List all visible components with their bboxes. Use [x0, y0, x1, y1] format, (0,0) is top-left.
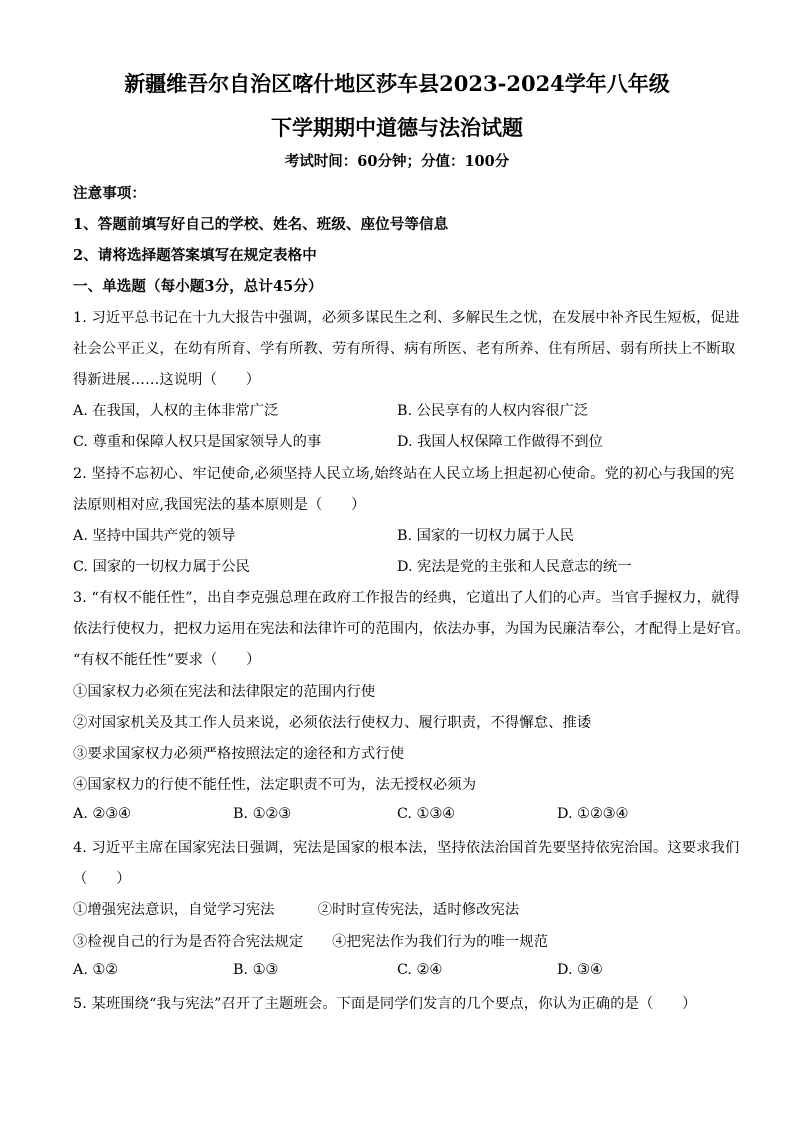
- option-c: C. 国家的一切权力属于公民: [73, 559, 250, 575]
- notes-item: 1、答题前填写好自己的学校、姓名、班级、座位号等信息: [73, 216, 449, 233]
- option-c: C. ②④: [397, 962, 443, 978]
- option-a: A. ①②: [73, 962, 119, 978]
- option-a: A. 坚持中国共产党的领导: [73, 528, 236, 544]
- option-a: A. 在我国，人权的主体非常广泛: [73, 403, 279, 419]
- question-stem: （ ）: [73, 871, 131, 887]
- question-stem: 社会公平正义，在幼有所育、学有所教、劳有所得、病有所医、老有所养、住有所居、弱有所扶上不断取: [73, 341, 736, 357]
- notes-item: 2、请将选择题答案填写在规定表格中: [73, 247, 317, 264]
- section-title: 一、单选题（每小题3分，总计45分）: [73, 278, 323, 295]
- question-stem: 2. 坚持不忘初心、牢记使命,必须坚持人民立场,始终站在人民立场上担起初心使命。党的初心与我国的宪: [73, 466, 735, 482]
- question-stem: 3. “有权不能任性”，出自李克强总理在政府工作报告的经典，它道出了人们的心声。当官手握权力，就得: [73, 590, 740, 606]
- option-d: D. ③④: [557, 962, 603, 978]
- question-stem: 5. 某班围绕“我与宪法”召开了主题班会。下面是同学们发言的几个要点，你认为正确的是（ ）: [73, 996, 697, 1012]
- statement: ②对国家机关及其工作人员来说，必须依法行使权力、履行职责，不得懈怠、推诿: [73, 715, 592, 731]
- option-c: C. 尊重和保障人权只是国家领导人的事: [73, 434, 322, 450]
- notes-heading: 注意事项：: [73, 185, 146, 202]
- question-stem: 1. 习近平总书记在十九大报告中强调，必须多谋民生之利、多解民生之忧，在发展中补齐民生短板，促进: [73, 310, 740, 326]
- option-d: D. 宪法是党的主张和人民意志的统一: [397, 559, 632, 575]
- statement: ①国家权力必须在宪法和法律限定的范围内行使: [73, 684, 376, 700]
- statement: ①增强宪法意识，自觉学习宪法 ②时时宣传宪法，适时修改宪法: [73, 902, 520, 918]
- statement: ④国家权力的行使不能任性，法定职责不可为，法无授权必须为: [73, 777, 477, 793]
- question-stem: 法原则相对应,我国宪法的基本原则是（ ）: [73, 497, 366, 513]
- exam-title-line2: 下学期期中道德与法治试题: [271, 115, 523, 140]
- option-a: A. ②③④: [73, 806, 131, 822]
- option-d: D. ①②③④: [557, 806, 629, 822]
- question-stem: 4. 习近平主席在国家宪法日强调，宪法是国家的根本法，坚持依法治国首先要坚持依宪治国。这要求我们: [73, 840, 740, 856]
- question-stem: 依法行使权力，把权力运用在宪法和法律许可的范围内，依法办事，为国为民廉洁奉公，才配得上是好官。: [73, 621, 750, 637]
- option-b: B. 公民享有的人权内容很广泛: [397, 403, 589, 419]
- question-stem: 得新进展……这说明（ ）: [73, 372, 261, 388]
- option-b: B. ①②③: [233, 806, 292, 822]
- exam-title-line1: 新疆维吾尔自治区喀什地区莎车县2023-2024学年八年级: [124, 71, 670, 96]
- statement: ③要求国家权力必须严格按照法定的途径和方式行使: [73, 746, 405, 762]
- exam-info: 考试时间：60分钟；分值：100分: [284, 153, 510, 170]
- statement: ③检视自己的行为是否符合宪法规定 ④把宪法作为我们行为的唯一规范: [73, 934, 549, 950]
- option-b: B. ①③: [233, 962, 279, 978]
- option-c: C. ①③④: [397, 806, 455, 822]
- option-b: B. 国家的一切权力属于人民: [397, 528, 574, 544]
- question-stem: “有权不能任性”要求（ ）: [73, 652, 261, 668]
- option-d: D. 我国人权保障工作做得不到位: [397, 434, 603, 450]
